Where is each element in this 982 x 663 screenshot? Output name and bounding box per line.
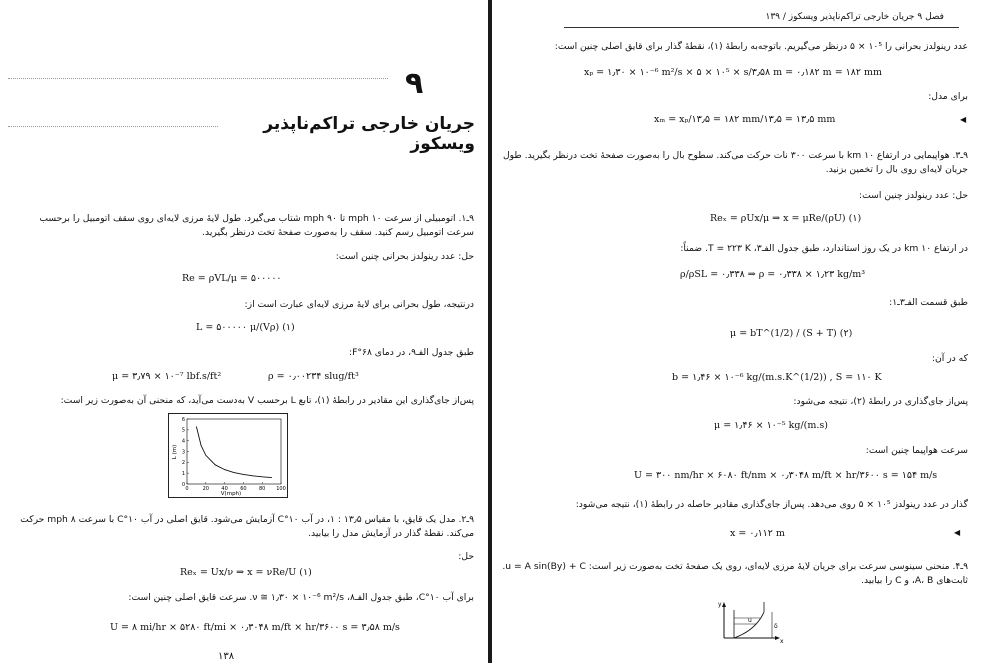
equation-reynolds-x-2: Reₓ = ρUx/μ ⇒ x = μRe/(ρU) (۱) bbox=[710, 213, 862, 224]
chart-x-tick-label: 40 bbox=[221, 486, 228, 492]
chart-figure bbox=[168, 413, 288, 498]
chart-data-point bbox=[196, 426, 197, 427]
boundary-layer-figure bbox=[716, 594, 786, 644]
chart-data-point bbox=[271, 477, 272, 478]
end-of-solution-icon: ◀ bbox=[960, 115, 967, 124]
problem-9-2: ۹ـ۲. مدل یک قایق، با مقیاس ۱۳٫۵ : ۱، در آب ۱۰°C آزمایش می‌شود. قایق اصلی در آب ۱۰°C با سرعت ۸ mph حرکت می‌کند. نقطهٔ گذار در آزمایش مدل را بیابید. bbox=[20, 514, 474, 539]
header-rule bbox=[564, 27, 959, 28]
paragraph-intro: عدد رینولدز بحرانی را ۱۰⁵ × ۵ درنظر می‌گیریم. باتوجه‌به رابطهٔ (۱)، نقطهٔ گذار برای قایق اصلی چنین است: bbox=[554, 41, 968, 52]
u-label: u bbox=[748, 617, 752, 624]
page-number: ۱۳۸ bbox=[218, 651, 235, 662]
equation-reynolds: Re = ρVL/μ = ۵۰۰۰۰۰ bbox=[182, 273, 282, 284]
solution-label: حل: bbox=[458, 551, 474, 562]
right-page bbox=[494, 0, 982, 663]
equation-transition-prototype: xₚ = ۱٫۳۰ × ۱۰⁻⁶ m²/s × ۵ × ۱۰⁵ × s/۳٫۵۸ m = ۰٫۱۸۲ m = ۱۸۲ mm bbox=[584, 67, 883, 78]
label-model: برای مدل: bbox=[928, 91, 968, 102]
paragraph-after-substitution: پس‌از جای‌گذاری این مقادیر در رابطهٔ (۱)، تابع L برحسب V به‌دست می‌آید، که منحنی آن به‌صورت زیر است: bbox=[60, 395, 474, 406]
left-page bbox=[0, 0, 486, 663]
chart-data-point bbox=[224, 469, 225, 470]
book-spine bbox=[488, 0, 492, 663]
equation-transition-model: xₘ = xₚ/۱۳٫۵ = ۱۸۲ mm/۱۳٫۵ = ۱۳٫۵ mm bbox=[654, 114, 836, 125]
problem-9-3: ۹ـ۳. هواپیمایی در ارتفاع ۱۰ km با سرعت ۳۰۰ نات حرکت می‌کند. سطوح بال را به‌صورت صفحهٔ تخت درنظر بگیرید. طول جریان لایه‌ای روی بال را تخمین بزنید. bbox=[503, 150, 968, 175]
paragraph-then: درنتیجه، طول بحرانی برای لایهٔ مرزی لایه‌ای عبارت است از: bbox=[244, 299, 474, 310]
chart-y-tick-label: 1 bbox=[181, 470, 185, 477]
equation-density: ρ = ۰٫۰۰۲۳۴ slug/ft³ bbox=[268, 371, 359, 382]
delta-label: δ bbox=[774, 623, 778, 630]
end-of-solution-icon: ◀ bbox=[954, 528, 961, 537]
chart-y-tick-label: 2 bbox=[181, 460, 185, 467]
chart-data-point bbox=[205, 455, 206, 456]
chart-data-point bbox=[252, 475, 253, 476]
chart-y-label: L (m) bbox=[172, 444, 178, 460]
paragraph-transition: گذار در عدد رینولدز ۱۰⁵ × ۵ روی می‌دهد. پس‌از جای‌گذاری مقادیر حاصله در رابطهٔ (۱)، نتیجه می‌شود: bbox=[575, 499, 968, 510]
chart-y-tick-label: 3 bbox=[181, 449, 185, 456]
velocity-profile bbox=[734, 612, 764, 638]
chart-y-tick-label: 6 bbox=[181, 416, 185, 423]
equation-constants: b = ۱٫۴۶ × ۱۰⁻⁶ kg/(m.s.K^(1/2)) , S = ۱۱۰ K bbox=[672, 372, 882, 383]
equation-reynolds-x: Reₓ = Ux/ν ⇒ x = νRe/U (۱) bbox=[180, 567, 312, 578]
chart-ticks bbox=[182, 417, 286, 492]
paragraph-water: برای آب ۱۰°C، طبق جدول الفـ۸، ν ≅ ۱٫۳۰ × ۱۰⁻⁶ m²/s. سرعت قایق اصلی چنین است: bbox=[128, 592, 474, 603]
equation-length: L = ۵۰۰۰۰۰ μ/(Vρ) (۱) bbox=[196, 322, 295, 333]
chart-x-label: V(mph) bbox=[220, 491, 242, 497]
chart-data-point bbox=[243, 474, 244, 475]
paragraph-where: که در آن: bbox=[931, 353, 968, 364]
chart-series bbox=[196, 426, 272, 478]
chart-x-tick-label: 20 bbox=[202, 486, 209, 492]
equation-boat-speed: U = ۸ mi/hr × ۵۲۸۰ ft/mi × ۰٫۳۰۴۸ m/ft × hr/۳۶۰۰ s = ۳٫۵۸ m/s bbox=[110, 622, 400, 633]
chart-plot-frame bbox=[187, 419, 281, 484]
chart-y-tick-label: 5 bbox=[181, 427, 185, 434]
paragraph-result: پس‌از جای‌گذاری در رابطهٔ (۲)، نتیجه می‌شود: bbox=[793, 396, 968, 407]
equation-result-x: x = ۰٫۱۱۲ m bbox=[730, 528, 785, 539]
equation-sutherland: μ = bT^(1/2) / (S + T) (۲) bbox=[730, 328, 853, 339]
equation-aircraft-speed: U = ۳۰۰ nm/hr × ۶۰۸۰ ft/nm × ۰٫۳۰۴۸ m/ft × hr/۳۶۰۰ s = ۱۵۴ m/s bbox=[634, 470, 938, 481]
solution-label: حل: عدد رینولدز چنین است: bbox=[859, 190, 968, 201]
chart-y-tick-label: 4 bbox=[181, 438, 185, 445]
chart-grid bbox=[187, 419, 281, 484]
problem-9-4: ۹ـ۴. منحنی سینوسی سرعت برای جریان لایهٔ مرزی لایه‌ای، روی یک صفحهٔ تخت به‌صورت زیر است: u = A sin(By) + C. ثابت‌های A، B، و C را بیابید. bbox=[502, 561, 968, 586]
chart-svg bbox=[169, 414, 287, 497]
y-label: y bbox=[718, 601, 722, 608]
dotted-rule bbox=[8, 78, 388, 79]
chart-y-tick-label: 0 bbox=[181, 481, 185, 488]
chart-data-point bbox=[215, 464, 216, 465]
chart-x-tick-label: 100 bbox=[276, 486, 286, 492]
chart-data-point bbox=[234, 472, 235, 473]
x-label: x bbox=[780, 638, 784, 644]
chapter-title: جریان خارجی تراکم‌ناپذیر ویسکوز bbox=[263, 114, 475, 154]
paragraph-part: طبق قسمت الفـ۳ـ۱: bbox=[889, 297, 968, 308]
chart-x-tick-label: 0 bbox=[185, 486, 189, 492]
equation-density-ratio: ρ/ρSL = ۰٫۳۳۸ ⇒ ρ = ۰٫۳۳۸ × ۱٫۲۳ kg/m³ bbox=[680, 269, 866, 280]
chart-x-tick-label: 80 bbox=[259, 486, 266, 492]
paragraph-speed: سرعت هواپیما چنین است: bbox=[865, 445, 968, 456]
equation-viscosity-2: μ = ۱٫۴۶ × ۱۰⁻⁵ kg/(m.s) bbox=[714, 420, 828, 431]
running-header: فصل ۹ جریان خارجی تراکم‌ناپذیر ویسکوز / ۱۳۹ bbox=[765, 12, 944, 22]
paragraph-table: طبق جدول الفـ۹، در دمای ۶۸°F: bbox=[349, 347, 474, 358]
chart-x-tick-label: 60 bbox=[240, 486, 247, 492]
solution-label: حل: عدد رینولدز بحرانی چنین است: bbox=[335, 251, 474, 262]
chart-data-point bbox=[201, 445, 202, 446]
problem-9-1: ۹ـ۱. اتومبیلی از سرعت ۱۰ mph تا ۹۰ mph شتاب می‌گیرد. طول لایهٔ مرزی لایه‌ای روی سقف اتومبیل را برحسب سرعت اتومبیل رسم کنید. سقف را به‌صورت صفحهٔ تخت درنظر بگیرید. bbox=[39, 213, 474, 238]
y-arrow-icon bbox=[722, 602, 726, 607]
chapter-number: ۹ bbox=[405, 66, 424, 101]
chart-series-line bbox=[196, 427, 271, 478]
chart-data-point bbox=[262, 477, 263, 478]
equation-viscosity: μ = ۳٫۷۹ × ۱۰⁻⁷ lbf.s/ft² bbox=[112, 371, 222, 382]
paragraph-atmosphere: در ارتفاع ۱۰ km در یک روز استاندارد، طبق جدول الفـ۳، T = ۲۲۳ K. ضمناً: bbox=[680, 243, 968, 254]
dotted-rule bbox=[8, 126, 218, 127]
